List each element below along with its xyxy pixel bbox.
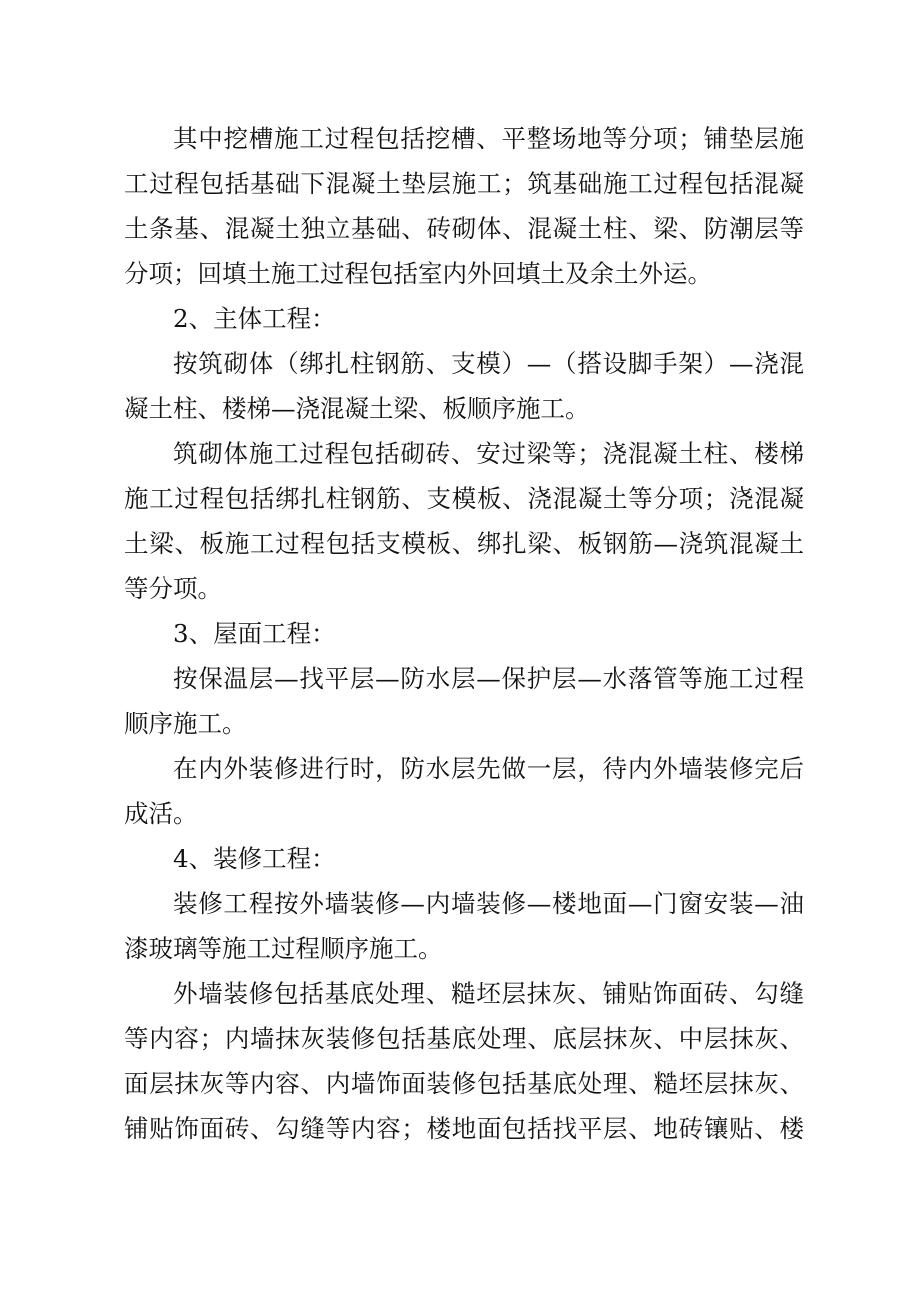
text-line: 筑砌体施工过程包括砌砖、安过梁等；浇混凝土柱、楼梯 xyxy=(173,439,804,468)
text-line: 按筑砌体（绑扎柱钢筋、支模）—（搭设脚手架）—浇混 xyxy=(173,349,804,378)
text-line: 凝土柱、楼梯—浇混凝土梁、板顺序施工。 xyxy=(124,394,590,423)
paragraph-decoration-details xyxy=(124,971,804,1151)
text-line: 等内容；内墙抹灰装修包括基底处理、底层抹灰、中层抹灰、 xyxy=(124,1024,804,1053)
heading-main-structure xyxy=(124,296,804,341)
text-line: 在内外装修进行时，防水层先做一层，待内外墙装修完后 xyxy=(173,754,804,783)
paragraph-structure-details xyxy=(124,431,804,611)
section-heading: 3、屋面工程： xyxy=(173,619,336,648)
text-line: 漆玻璃等施工过程顺序施工。 xyxy=(124,934,443,963)
heading-decoration xyxy=(124,836,804,881)
paragraph-foundation-details xyxy=(124,116,804,296)
text-line: 等分项。 xyxy=(124,574,222,603)
text-line: 装修工程按外墙装修—内墙装修—楼地面—门窗安装—油 xyxy=(173,889,804,918)
text-line: 成活。 xyxy=(124,799,198,828)
paragraph-roof-sequence xyxy=(124,656,804,746)
text-line: 土梁、板施工过程包括支模板、绑扎梁、板钢筋—浇筑混凝土 xyxy=(124,529,804,558)
text-line: 施工过程包括绑扎柱钢筋、支模板、浇混凝土等分项；浇混凝 xyxy=(124,484,804,513)
text-line: 面层抹灰等内容、内墙饰面装修包括基底处理、糙坯层抹灰、 xyxy=(124,1069,804,1098)
text-line: 顺序施工。 xyxy=(124,709,247,738)
document-page xyxy=(124,116,804,1151)
text-line: 铺贴饰面砖、勾缝等内容；楼地面包括找平层、地砖镶贴、楼 xyxy=(124,1114,804,1143)
heading-roof xyxy=(124,611,804,656)
section-heading: 4、装修工程： xyxy=(173,844,336,873)
text-line: 其中挖槽施工过程包括挖槽、平整场地等分项；铺垫层施 xyxy=(173,124,804,153)
text-line: 工过程包括基础下混凝土垫层施工；筑基础施工过程包括混凝 xyxy=(124,169,804,198)
paragraph-decoration-sequence xyxy=(124,881,804,971)
section-heading: 2、主体工程： xyxy=(173,304,336,333)
paragraph-structure-sequence xyxy=(124,341,804,431)
text-line: 外墙装修包括基底处理、糙坯层抹灰、铺贴饰面砖、勾缝 xyxy=(173,979,804,1008)
text-line: 分项；回填土施工过程包括室内外回填土及余土外运。 xyxy=(124,259,712,288)
paragraph-roof-note xyxy=(124,746,804,836)
text-line: 按保温层—找平层—防水层—保护层—水落管等施工过程 xyxy=(173,664,804,693)
text-line: 土条基、混凝土独立基础、砖砌体、混凝土柱、梁、防潮层等 xyxy=(124,214,804,243)
